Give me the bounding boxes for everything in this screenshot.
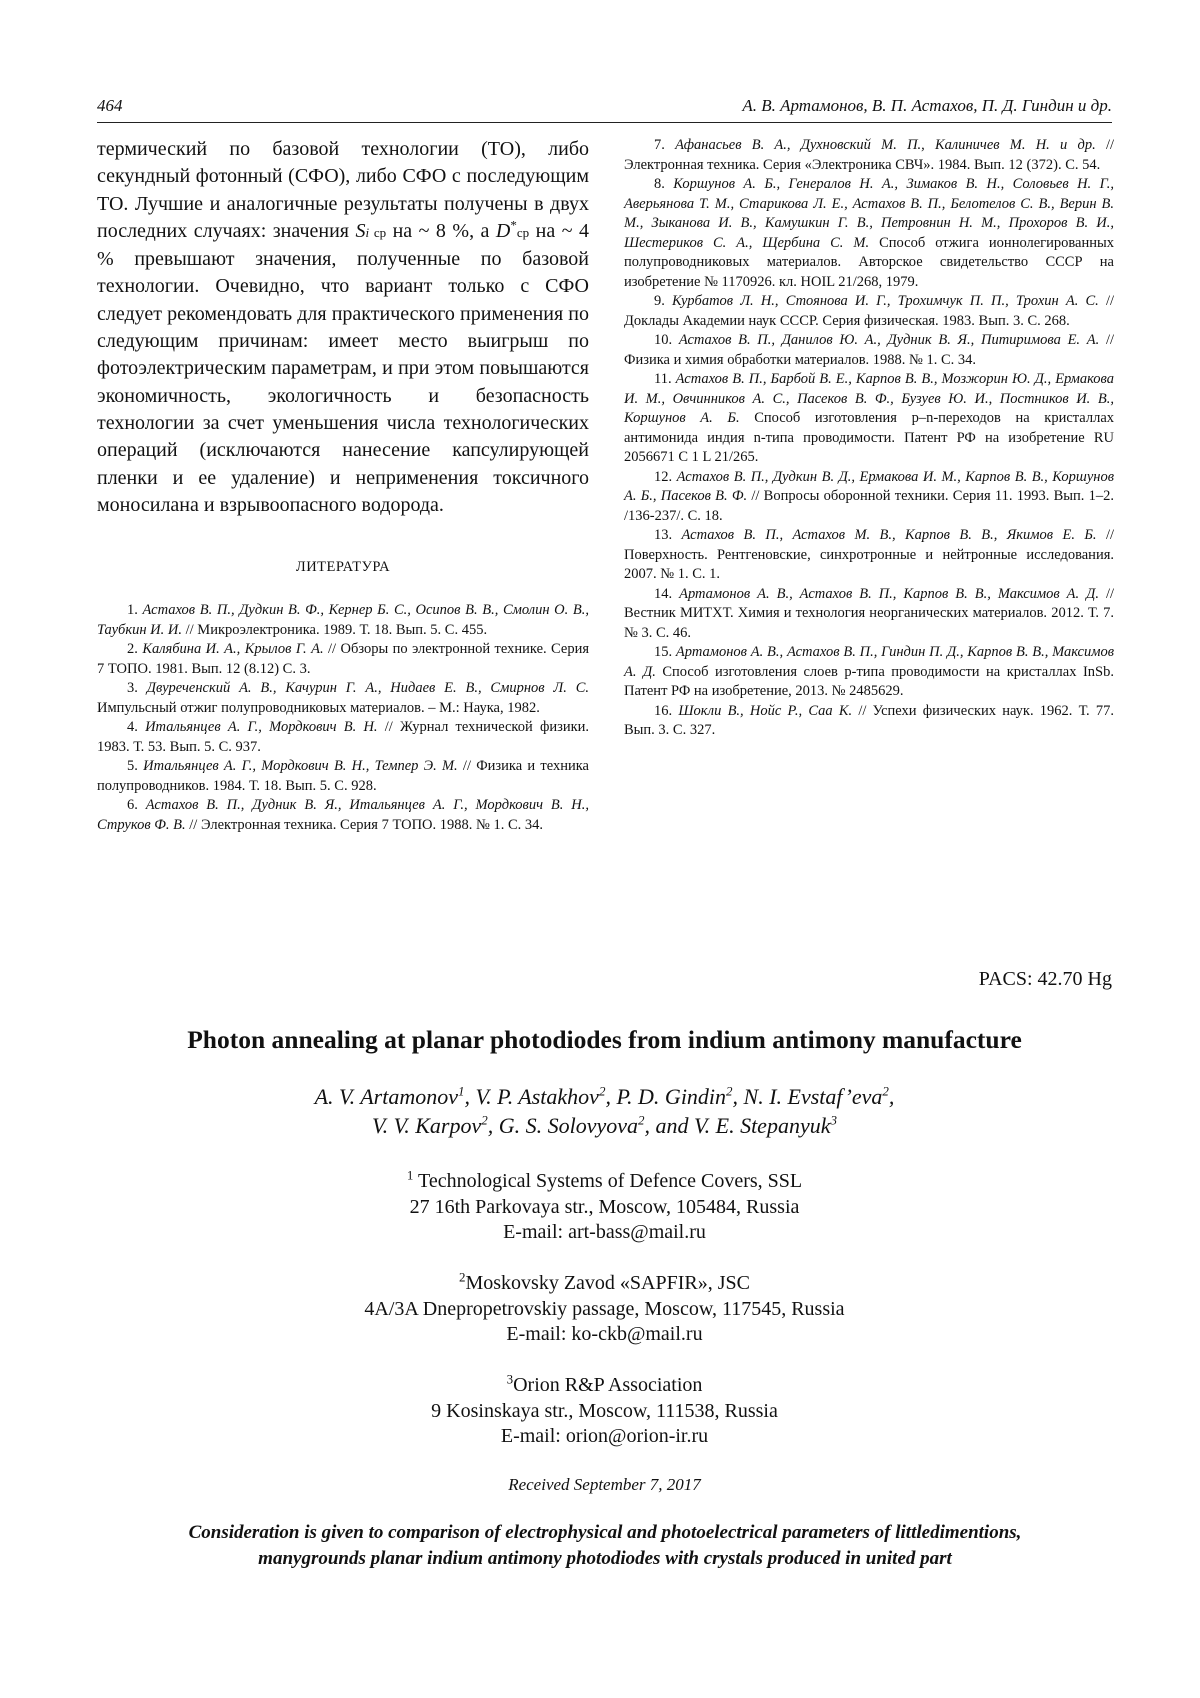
reference-item: 16. Шокли В., Нойс Р., Саа К. // Успехи физических наук. 1962. Т. 77. Вып. 3. С. 327. (624, 702, 1114, 738)
body-text-part1: термический по базовой технологии (ТО), либо секундный фотонный (СФО), либо СФО с последующим ТО. Лучшие и аналогичные результаты получены в двух последних случаях: значения (97, 138, 589, 242)
symbol-s-subscript-avg: ср (369, 224, 387, 240)
affiliation-2: $^2$Moskovsky Zavod «SAPFIR», JSC 4A/3A Dnepropetrovskiy passage, Moscow, 117545, Russia E-mail: ko-ckb@mail.ru (364, 1269, 845, 1345)
body-text-part3: на ~ 4 % превышают значения, полученные по базовой технологии. Очевидно, что вариант только с СФО следует рекомендовать для практического применения по следующим причинам: имеет место выигрыш по фотоэлектрическим параметрам, и при этом повышаются экономичность, экологичность и безопасность технологии за счет уменьшения числа технологических операций (исключаются нанесение капсулирующей пленки и ее удаление) и неприменения токсичного моносилана и взрывоопасного водорода. (97, 219, 589, 516)
reference-item: 2. Калябина И. А., Крылов Г. А. // Обзоры по электронной технике. Серия 7 ТОПО. 1981. Вып. 12 (8.12) С. 3. (97, 641, 590, 677)
running-header (97, 92, 1112, 123)
affiliation-3: $^3$Orion R&P Association 9 Kosinskaya str., Moscow, 111538, Russia E-mail: orion@orion-ir.ru (431, 1371, 778, 1447)
reference-item: 1. Астахов В. П., Дудкин В. Ф., Кернер Б. С., Осипов В. В., Смолин О. В., Таубкин И. И. // Микроэлектроника. 1989. Т. 18. Вып. 5. С. 455. (97, 602, 590, 638)
reference-list-left (97, 601, 589, 835)
english-authors (97, 1082, 1112, 1140)
symbol-d-star: * (510, 217, 517, 233)
symbol-s-subscript-i: i (365, 224, 370, 240)
received-date: Received September 7, 2017 (508, 1475, 701, 1494)
reference-item: 9. Курбатов Л. Н., Стоянова И. Г., Трохимчук П. П., Трохин А. С. // Доклады Академии наук СССР. Серия физическая. 1983. Вып. 3. С. 268. (624, 293, 1115, 329)
reference-item: 3. Двуреченский А. В., Качурин Г. А., Нидаев Е. В., Смирнов Л. С. Импульсный отжиг полупроводниковых материалов. – М.: Наука, 1982. (97, 680, 590, 716)
reference-item: 11. Астахов В. П., Барбой В. Е., Карпов В. В., Мозжорин Ю. Д., Ермакова И. М., Овчинников А. С., Пасеков В. Ф., Бузуев Ю. И., Постников И. В., Коршунов А. Б. Способ изготовления p–n-переходов на кристаллах антимонида индия n-типа проводимости. Патент РФ на изобретение RU 2056671 С 1 L 21/265. (624, 371, 1115, 465)
symbol-s: S (355, 219, 366, 242)
running-authors: А. В. Артамонов, В. П. Астахов, П. Д. Гиндин и др. (742, 96, 1112, 115)
reference-item: 5. Итальянцев А. Г., Мордкович В. Н., Темпер Э. М. // Физика и техника полупроводников. 1984. Т. 18. Вып. 5. С. 928. (97, 758, 589, 794)
reference-item: 6. Астахов В. П., Дудник В. Я., Итальянцев А. Г., Мордкович В. Н., Струков Ф. В. // Электронная техника. Серия 7 ТОПО. 1988. № 1. С. 34. (97, 797, 590, 833)
reference-item: 14. Артамонов А. В., Астахов В. П., Карпов В. В., Максимов А. Д. // Вестник МИТХТ. Химия и технология неорганических материалов. 2012. Т. 7. № 3. С. 46. (624, 585, 1115, 641)
symbol-d: D (495, 219, 511, 242)
reference-item: 13. Астахов В. П., Астахов М. В., Карпов В. В., Якимов Е. Б. // Поверхность. Рентгеновские, синхротронные и нейтронные исследования. 2007. № 1. С. 1. (624, 527, 1114, 582)
body-text-part2: на ~ 8 %, а (386, 219, 496, 242)
page-number: 464 (97, 96, 123, 115)
reference-item: 10. Астахов В. П., Данилов Ю. А., Дудник В. Я., Питиримова Е. А. // Физика и химия обработки материалов. 1988. № 1. С. 34. (624, 332, 1115, 368)
reference-item: 4. Итальянцев А. Г., Мордкович В. Н. // Журнал технической физики. 1983. Т. 53. Вып. 5. С. 937. (97, 719, 590, 755)
left-column (97, 136, 589, 835)
author-line-2: V. V. Karpov$^2$, G. S. Solovyova$^2$, and V. E. Stepanyuk$^3$ (372, 1112, 837, 1138)
reference-item: 12. Астахов В. П., Дудкин В. Д., Ермакова И. М., Карпов В. В., Коршунов А. Б., Пасеков В. Ф. // Вопросы оборонной техники. Серия 11. 1993. Вып. 1–2. /136-237/. С. 18. (624, 468, 1114, 524)
reference-list-right (624, 136, 1114, 741)
right-column (624, 136, 1114, 741)
english-title: Photon annealing at planar photodiodes from indium antimony manufacture (187, 1025, 1022, 1054)
reference-item: 8. Коршунов А. Б., Генералов Н. А., Зимаков В. Н., Соловьев Н. Г., Аверьянова Т. М., Старикова Л. Е., Астахов В. П., Белотелов С. В., Верин В. М., Зыканова И. В., Камушкин Г. В., Петровнин Н. М., Прохоров В. И., Шестериков С. А., Щербина С. М. Способ отжига ионнолегированных полупроводниковых материалов. Авторское свидетельство СССР на изобретение № 1170926. кл. HOIL 21/268, 1979. (624, 176, 1114, 290)
pacs-code: PACS: 42.70 Hg (978, 968, 1112, 990)
author-line-1: A. V. Artamonov$^1$, V. P. Astakhov$^2$, P. D. Gindin$^2$, N. I. Evstaf’eva$^2$, (314, 1083, 895, 1109)
symbol-d-subscript: ср (516, 224, 530, 240)
reference-item: 15. Артамонов А. В., Астахов В. П., Гиндин П. Д., Карпов В. В., Максимов А. Д. Способ изготовления слоев p-типа проводимости на кристаллах InSb. Патент РФ на изобретение, 2013. № 2485629. (624, 644, 1114, 699)
references-heading: ЛИТЕРАТУРА (295, 559, 391, 576)
reference-item: 7. Афанасьев В. А., Духновский М. П., Калиничев М. Н. и др. // Электронная техника. Серия «Электроника СВЧ». 1984. Вып. 12 (372). С. 54. (624, 137, 1114, 173)
body-paragraph (97, 136, 589, 519)
affiliation-1: $^1$ Technological Systems of Defence Covers, SSL 27 16th Parkovaya str., Moscow, 105484, Russia E-mail: art-bass@mail.ru (406, 1167, 803, 1243)
abstract-text: Consideration is given to comparison of electrophysical and photoelectrical parameters of littledimentions, manygrounds planar indium antimony photodiodes with crystals produced in united part (188, 1522, 1022, 1569)
